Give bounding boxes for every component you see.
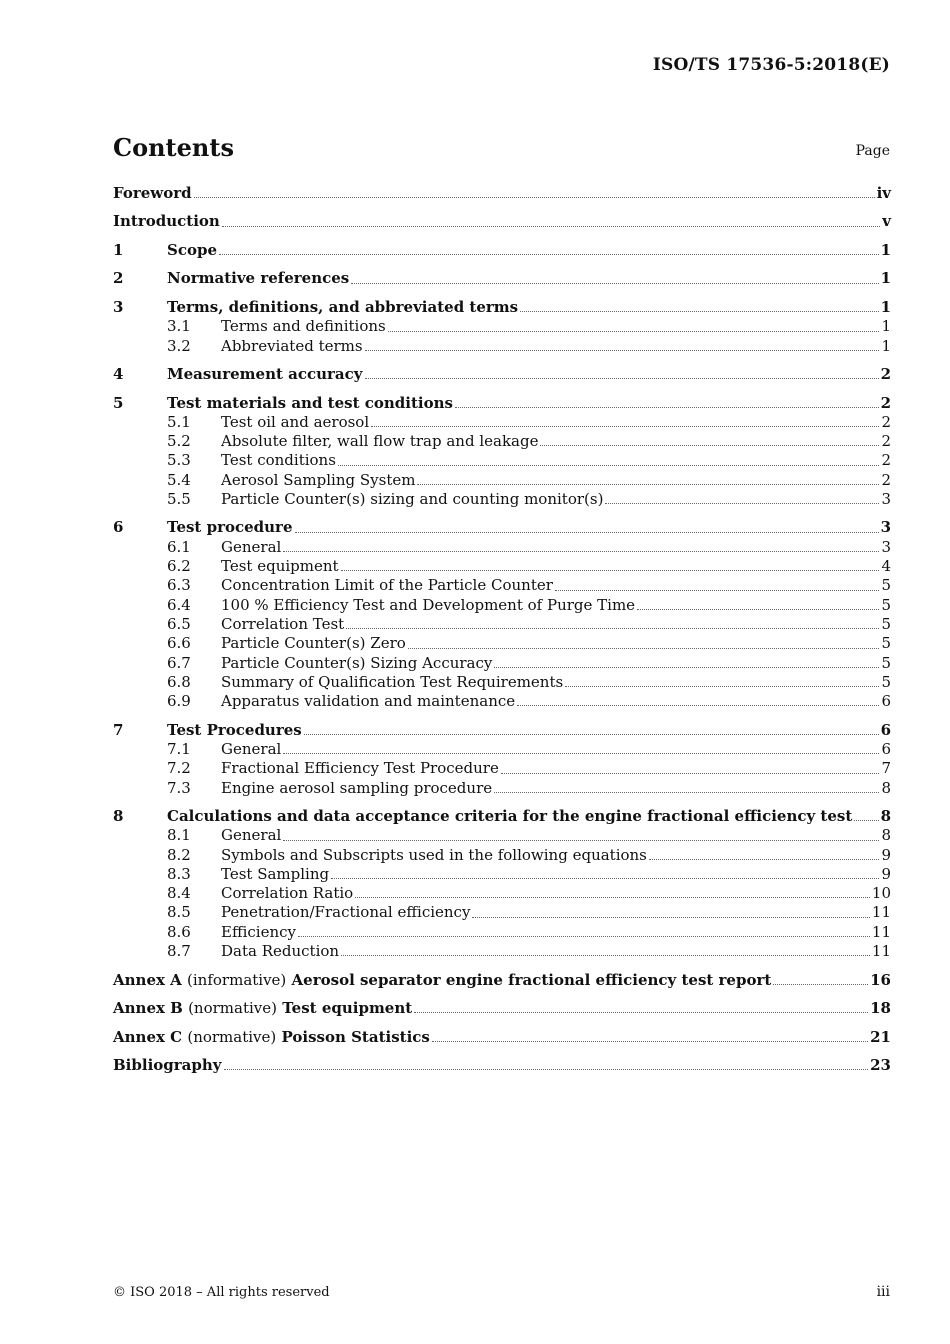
toc-entry[interactable] bbox=[113, 596, 891, 615]
dot-leader bbox=[432, 1040, 868, 1042]
toc-entry[interactable] bbox=[113, 413, 891, 432]
dot-leader bbox=[365, 377, 879, 379]
toc-entry-page: 2 bbox=[881, 470, 891, 489]
dot-leader bbox=[222, 225, 880, 227]
toc-entry-title: Absolute filter, wall flow trap and leakage bbox=[221, 432, 539, 451]
dot-leader bbox=[494, 666, 879, 668]
toc-entry[interactable] bbox=[113, 865, 891, 884]
dot-leader bbox=[565, 685, 879, 687]
toc-entry-number: 6.3 bbox=[167, 576, 191, 595]
toc-entry-number: 3 bbox=[113, 297, 124, 316]
toc-entry-page: 3 bbox=[881, 537, 891, 556]
toc-entry-page: 2 bbox=[880, 365, 891, 384]
annex-qualifier: (normative) bbox=[188, 999, 277, 1018]
toc-entry-number: 6 bbox=[113, 518, 124, 537]
dot-leader bbox=[649, 858, 880, 860]
toc-entry-title: Terms, definitions, and abbreviated terms bbox=[167, 297, 519, 316]
toc-entry-page: 7 bbox=[881, 759, 891, 778]
toc-entry-page: 1 bbox=[881, 317, 891, 336]
toc-entry-title bbox=[113, 999, 412, 1018]
toc-entry-title: Particle Counter(s) Sizing Accuracy bbox=[221, 653, 493, 672]
toc-entry-number: 6.2 bbox=[167, 557, 191, 576]
dot-leader bbox=[388, 330, 880, 332]
toc-entry-page: 11 bbox=[871, 922, 891, 941]
toc-entry-title: Penetration/Fractional efficiency bbox=[221, 903, 471, 922]
toc-entry[interactable] bbox=[113, 692, 891, 711]
toc-entry[interactable] bbox=[113, 317, 891, 336]
toc-entry-title: 100 % Efficiency Test and Development of Purge Time bbox=[221, 595, 636, 614]
toc-entry-title: Particle Counter(s) sizing and counting monitor(s) bbox=[221, 489, 604, 508]
annex-label: Annex C bbox=[113, 1027, 183, 1046]
dot-leader bbox=[283, 839, 879, 841]
toc-entry[interactable] bbox=[113, 1056, 891, 1075]
toc-entry[interactable] bbox=[113, 615, 891, 634]
contents-heading: Contents bbox=[113, 133, 234, 162]
dot-leader bbox=[295, 531, 879, 533]
toc-entry-number: 8.7 bbox=[167, 942, 191, 961]
dot-leader bbox=[540, 444, 879, 446]
dot-leader bbox=[331, 877, 879, 879]
toc-entry-number: 5.5 bbox=[167, 489, 191, 508]
toc-entry-title: Efficiency bbox=[221, 922, 297, 941]
dot-leader bbox=[637, 608, 879, 610]
toc-entry-number: 5.4 bbox=[167, 470, 191, 489]
toc-entry-page: 23 bbox=[870, 1056, 891, 1075]
table-of-contents bbox=[113, 184, 891, 1075]
toc-entry-title: Data Reduction bbox=[221, 942, 340, 961]
dot-leader bbox=[283, 550, 879, 552]
annex-title: Aerosol separator engine fractional efficiency test report bbox=[291, 970, 772, 989]
toc-entry[interactable] bbox=[113, 807, 891, 826]
toc-entry[interactable] bbox=[113, 740, 891, 759]
dot-leader bbox=[283, 752, 879, 754]
toc-entry-page: 11 bbox=[871, 903, 891, 922]
toc-entry-page: 8 bbox=[880, 807, 891, 825]
toc-entry[interactable] bbox=[113, 490, 891, 509]
dot-leader bbox=[605, 502, 879, 504]
dot-leader bbox=[219, 253, 879, 255]
toc-entry-page: 1 bbox=[880, 269, 891, 288]
toc-entry[interactable] bbox=[113, 432, 891, 451]
dot-leader bbox=[417, 483, 879, 485]
toc-entry-page: v bbox=[882, 212, 891, 231]
toc-entry-number: 6.9 bbox=[167, 692, 191, 711]
toc-entry[interactable] bbox=[113, 999, 891, 1018]
toc-entry-number: 6.8 bbox=[167, 672, 191, 691]
toc-entry-page: 6 bbox=[881, 739, 891, 758]
toc-entry-page: 5 bbox=[881, 672, 891, 691]
annex-qualifier: (normative) bbox=[187, 1027, 277, 1046]
toc-entry-page: 10 bbox=[871, 884, 891, 903]
toc-entry-page: iv bbox=[876, 184, 891, 202]
toc-entry[interactable] bbox=[113, 471, 891, 490]
toc-entry-number: 5 bbox=[113, 393, 124, 412]
dot-leader bbox=[555, 589, 880, 591]
toc-entry-title: General bbox=[221, 537, 282, 556]
toc-entry[interactable] bbox=[113, 298, 891, 317]
dot-leader bbox=[351, 282, 878, 284]
toc-entry-title: Aerosol Sampling System bbox=[221, 470, 416, 489]
document-identifier: ISO/TS 17536-5:2018(E) bbox=[652, 55, 890, 75]
toc-entry-page: 6 bbox=[880, 720, 891, 739]
toc-entry-page: 1 bbox=[880, 240, 891, 259]
toc-entry[interactable] bbox=[113, 269, 891, 288]
toc-entry-title: Test Procedures bbox=[167, 720, 302, 739]
toc-entry-title bbox=[113, 971, 771, 990]
dot-leader bbox=[501, 772, 880, 774]
dot-leader bbox=[408, 647, 880, 649]
toc-entry[interactable] bbox=[113, 451, 891, 470]
toc-entry[interactable] bbox=[113, 923, 891, 942]
toc-entry-number: 8.5 bbox=[167, 903, 191, 922]
dot-leader bbox=[365, 349, 880, 351]
toc-entry-title: Measurement accuracy bbox=[167, 365, 363, 384]
toc-entry-number: 7.1 bbox=[167, 739, 191, 758]
toc-entry-title: Terms and definitions bbox=[221, 317, 386, 336]
toc-entry-number: 6.1 bbox=[167, 537, 191, 556]
toc-entry-page: 1 bbox=[881, 336, 891, 355]
toc-entry[interactable] bbox=[113, 779, 891, 798]
toc-entry-page: 16 bbox=[870, 970, 891, 989]
toc-entry-title: Calculations and data acceptance criteria for the engine fractional efficiency test bbox=[167, 807, 853, 825]
toc-entry[interactable] bbox=[113, 184, 891, 203]
toc-entry[interactable] bbox=[113, 538, 891, 557]
dot-leader bbox=[455, 406, 879, 408]
toc-entry[interactable] bbox=[113, 557, 891, 576]
toc-entry-page: 11 bbox=[871, 942, 891, 961]
toc-entry-page: 21 bbox=[870, 1027, 891, 1046]
toc-entry-number: 7.2 bbox=[167, 759, 191, 778]
toc-entry-page: 1 bbox=[880, 297, 891, 316]
toc-entry-title: Scope bbox=[167, 240, 218, 259]
toc-entry-page: 6 bbox=[881, 692, 891, 711]
dot-leader bbox=[517, 704, 879, 706]
toc-entry[interactable] bbox=[113, 673, 891, 692]
toc-entry-page: 5 bbox=[881, 634, 891, 653]
toc-entry-number: 8.1 bbox=[167, 826, 191, 845]
annex-title: Test equipment bbox=[282, 999, 413, 1018]
toc-entry-title: Correlation Ratio bbox=[221, 884, 354, 903]
toc-entry-title: General bbox=[221, 739, 282, 758]
toc-entry-page: 5 bbox=[881, 576, 891, 595]
toc-entry-title: Abbreviated terms bbox=[221, 336, 363, 355]
toc-entry-page: 9 bbox=[881, 864, 891, 883]
toc-entry-page: 3 bbox=[880, 518, 891, 537]
dot-leader bbox=[371, 425, 879, 427]
toc-entry[interactable] bbox=[113, 884, 891, 903]
toc-entry-page: 2 bbox=[881, 451, 891, 470]
toc-entry[interactable] bbox=[113, 826, 891, 845]
toc-entry-page: 5 bbox=[881, 653, 891, 672]
annex-label: Annex A bbox=[113, 970, 182, 989]
toc-entry[interactable] bbox=[113, 518, 891, 537]
toc-entry-page: 2 bbox=[880, 393, 891, 412]
toc-entry-title: Fractional Efficiency Test Procedure bbox=[221, 759, 499, 778]
toc-entry[interactable] bbox=[113, 846, 891, 865]
toc-entry-number: 8.3 bbox=[167, 864, 191, 883]
toc-entry-title: Particle Counter(s) Zero bbox=[221, 634, 406, 653]
toc-entry-title: Normative references bbox=[167, 269, 350, 288]
toc-entry-title: Test equipment bbox=[221, 557, 339, 576]
toc-entry-number: 4 bbox=[113, 365, 124, 384]
toc-entry-number: 7.3 bbox=[167, 778, 191, 797]
toc-entry-page: 3 bbox=[881, 489, 891, 508]
toc-entry-page: 2 bbox=[881, 432, 891, 451]
toc-entry-title: Bibliography bbox=[113, 1056, 222, 1075]
toc-entry-title: Test conditions bbox=[221, 451, 336, 470]
dot-leader bbox=[341, 569, 880, 571]
toc-entry[interactable] bbox=[113, 942, 891, 961]
toc-entry[interactable] bbox=[113, 576, 891, 595]
dot-leader bbox=[854, 819, 878, 821]
toc-entry-page: 4 bbox=[881, 557, 891, 576]
toc-entry-number: 3.2 bbox=[167, 336, 191, 355]
dot-leader bbox=[298, 935, 870, 937]
toc-entry-page: 18 bbox=[870, 999, 891, 1018]
toc-entry-number: 2 bbox=[113, 269, 124, 288]
toc-entry[interactable] bbox=[113, 394, 891, 413]
toc-entry-page: 9 bbox=[881, 845, 891, 864]
toc-entry-number: 8.2 bbox=[167, 845, 191, 864]
toc-entry[interactable] bbox=[113, 654, 891, 673]
toc-entry-title: Engine aerosol sampling procedure bbox=[221, 778, 493, 797]
toc-entry[interactable] bbox=[113, 971, 891, 990]
toc-entry-page: 8 bbox=[881, 826, 891, 845]
toc-entry-title: Test materials and test conditions bbox=[167, 393, 453, 412]
toc-entry-number: 5.2 bbox=[167, 432, 191, 451]
footer-page-number: iii bbox=[876, 1284, 890, 1300]
toc-entry-page: 8 bbox=[881, 778, 891, 797]
toc-entry-page: 2 bbox=[881, 412, 891, 431]
page-column-label: Page bbox=[855, 143, 890, 159]
toc-entry[interactable] bbox=[113, 759, 891, 778]
toc-entry-number: 6.4 bbox=[167, 595, 191, 614]
toc-entry-number: 6.7 bbox=[167, 653, 191, 672]
toc-entry[interactable] bbox=[113, 903, 891, 922]
toc-entry-title bbox=[113, 1028, 430, 1047]
toc-entry-title: General bbox=[221, 826, 282, 845]
toc-entry[interactable] bbox=[113, 721, 891, 740]
toc-entry[interactable] bbox=[113, 337, 891, 356]
toc-entry-title: Correlation Test bbox=[221, 614, 345, 633]
toc-entry-title: Foreword bbox=[113, 184, 192, 202]
dot-leader bbox=[414, 1011, 868, 1013]
toc-entry-number: 6.5 bbox=[167, 614, 191, 633]
toc-entry-page: 5 bbox=[881, 614, 891, 633]
dot-leader bbox=[346, 627, 879, 629]
dot-leader bbox=[773, 983, 868, 985]
dot-leader bbox=[224, 1068, 869, 1070]
annex-qualifier: (informative) bbox=[187, 970, 287, 989]
dot-leader bbox=[341, 954, 870, 956]
toc-entry-number: 7 bbox=[113, 720, 124, 739]
toc-entry-title: Concentration Limit of the Particle Counter bbox=[221, 576, 553, 595]
toc-entry-title: Test oil and aerosol bbox=[221, 412, 370, 431]
toc-entry-title: Summary of Qualification Test Requirements bbox=[221, 672, 564, 691]
annex-label: Annex B bbox=[113, 999, 183, 1018]
toc-entry-title: Introduction bbox=[113, 212, 220, 231]
dot-leader bbox=[338, 464, 880, 466]
toc-entry[interactable] bbox=[113, 212, 891, 231]
toc-entry[interactable] bbox=[113, 241, 891, 260]
toc-entry[interactable] bbox=[113, 1028, 891, 1047]
toc-entry-number: 5.1 bbox=[167, 412, 191, 431]
toc-entry-number: 1 bbox=[113, 240, 124, 259]
toc-entry-number: 5.3 bbox=[167, 451, 191, 470]
annex-title: Poisson Statistics bbox=[281, 1027, 430, 1046]
toc-entry-title: Apparatus validation and maintenance bbox=[221, 692, 516, 711]
dot-leader bbox=[520, 310, 878, 312]
toc-entry-number: 8 bbox=[113, 807, 124, 825]
dot-leader bbox=[304, 733, 879, 735]
dot-leader bbox=[494, 791, 879, 793]
dot-leader bbox=[355, 896, 870, 898]
toc-entry-title: Symbols and Subscripts used in the following equations bbox=[221, 845, 647, 864]
toc-entry-number: 8.4 bbox=[167, 884, 191, 903]
toc-entry-title: Test Sampling bbox=[221, 864, 330, 883]
toc-entry-number: 8.6 bbox=[167, 922, 191, 941]
toc-entry-number: 3.1 bbox=[167, 317, 191, 336]
toc-entry-number: 6.6 bbox=[167, 634, 191, 653]
toc-entry[interactable] bbox=[113, 365, 891, 384]
toc-entry[interactable] bbox=[113, 634, 891, 653]
toc-entry-title: Test procedure bbox=[167, 518, 293, 537]
toc-entry-page: 5 bbox=[881, 595, 891, 614]
dot-leader bbox=[472, 916, 869, 918]
footer-copyright: © ISO 2018 – All rights reserved bbox=[113, 1285, 330, 1300]
dot-leader bbox=[194, 196, 875, 198]
